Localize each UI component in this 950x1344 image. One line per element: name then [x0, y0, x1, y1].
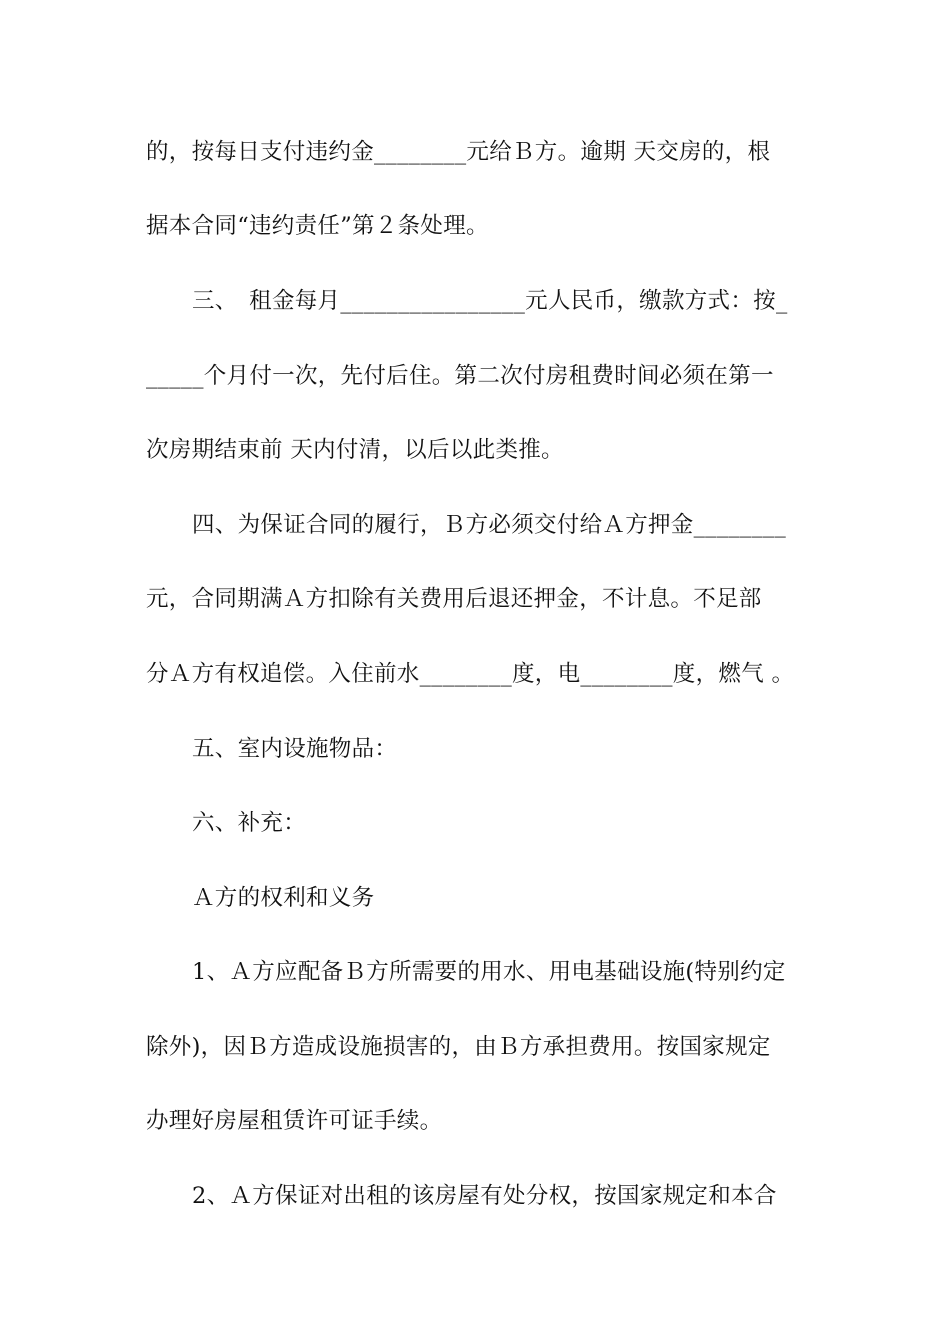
text-line: 三、 租金每月________________元人民币，缴款方式：按_ [192, 288, 788, 314]
text-line: 的，按每日支付违约金________元给Ｂ方。逾期 天交房的，根 [146, 139, 771, 165]
text-line: 元，合同期满Ａ方扣除有关费用后退还押金，不计息。不足部 [146, 586, 762, 612]
text-line: 2、Ａ方保证对出租的该房屋有处分权，按国家规定和本合 [192, 1183, 777, 1209]
section-heading: 六、补充： [192, 810, 307, 836]
text-line: 据本合同“违约责任”第２条处理。 [146, 213, 489, 239]
text-line: _____个月付一次，先付后住。第二次付房租费时间必须在第一 [146, 363, 774, 389]
text-line: 四、为保证合同的履行，Ｂ方必须交付给Ａ方押金________ [192, 512, 787, 538]
text-line: 1、Ａ方应配备Ｂ方所需要的用水、用电基础设施(特别约定 [192, 959, 786, 985]
text-line: 除外)，因Ｂ方造成设施损害的，由Ｂ方承担费用。按国家规定 [146, 1034, 771, 1060]
section-heading: 五、室内设施物品： [192, 736, 398, 762]
text-line: 办理好房屋租赁许可证手续。 [146, 1108, 443, 1134]
section-heading: Ａ方的权利和义务 [192, 885, 375, 911]
text-line: 分Ａ方有权追偿。入住前水________度，电________度，燃气 。 [146, 661, 795, 687]
text-line: 次房期结束前 天内付清，以后以此类推。 [146, 437, 564, 463]
